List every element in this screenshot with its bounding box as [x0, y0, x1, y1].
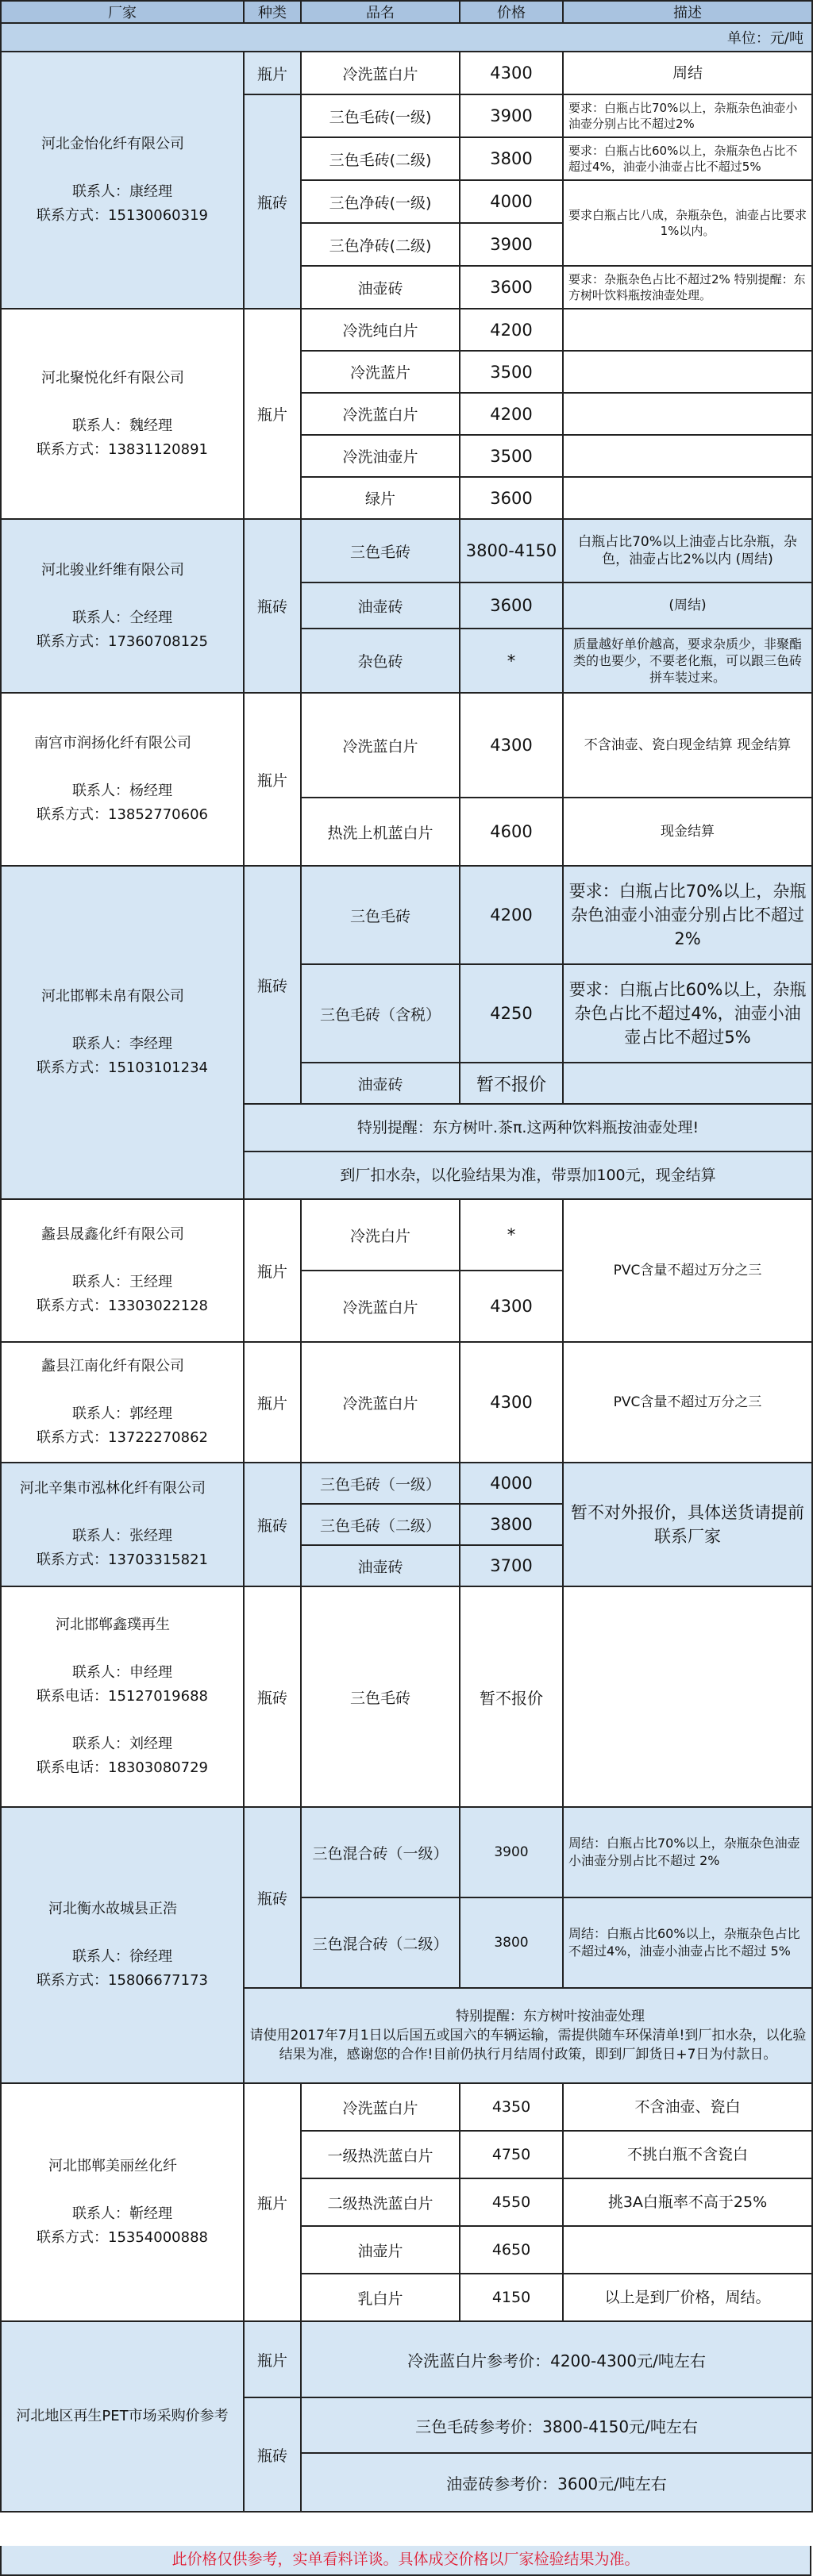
- table-row: [1, 52, 812, 94]
- product-desc: 挑3A白瓶率不高于25%: [563, 2178, 812, 2226]
- table-row: [1, 1586, 812, 1807]
- kind-cell: 瓶片: [244, 1199, 301, 1342]
- contact-phone: 联系方式：13831120891: [37, 440, 208, 458]
- special-note: 特别提醒：东方树叶.茶π.这两种饮料瓶按油壶处理!: [244, 1104, 812, 1152]
- product-name: 冷洗蓝白片: [301, 2083, 460, 2131]
- unit-row: [1, 23, 812, 52]
- product-name: 一级热洗蓝白片: [301, 2131, 460, 2178]
- contact-phone: 联系方式：17360708125: [37, 632, 208, 650]
- product-name: 绿片: [301, 477, 460, 519]
- price-value: 3600: [460, 266, 563, 309]
- product-name: 二级热洗蓝白片: [301, 2178, 460, 2226]
- product-desc: [563, 2226, 812, 2274]
- settlement-note: 到厂扣水杂，以化验结果为准，带票加100元，现金结算: [244, 1152, 812, 1199]
- table-row: [1, 309, 812, 351]
- contact-person: 联系人：王经理: [72, 1274, 172, 1290]
- product-name: 冷洗白片: [301, 1199, 460, 1271]
- company-name: 河北邯郸鑫璞再生: [56, 1617, 170, 1633]
- product-desc: 现金结算: [563, 798, 812, 866]
- product-name: 冷洗蓝白片: [301, 1271, 460, 1342]
- company-cell: [1, 866, 244, 1199]
- contact-phone: 联系电话：15127019688: [37, 1688, 208, 1705]
- product-desc: 周结：白瓶占比60%以上，杂瓶杂色占比不超过4%，油壶小油壶占比不超过 5%: [563, 1897, 812, 1988]
- price-value: 4150: [460, 2274, 563, 2321]
- price-value: 4200: [460, 866, 563, 964]
- company-name: 河北衡水故城县正浩: [48, 1901, 177, 1917]
- product-name: 三色毛砖（一级）: [301, 1463, 460, 1504]
- product-name: 三色毛砖（含税）: [301, 964, 460, 1063]
- product-desc: [563, 393, 812, 435]
- kind-cell: 瓶片: [244, 1342, 301, 1463]
- product-name: 油壶砖: [301, 1545, 460, 1586]
- product-name: 三色毛砖: [301, 1586, 460, 1807]
- price-value: 3800: [460, 137, 563, 180]
- product-desc: PVC含量不超过万分之三: [563, 1342, 812, 1463]
- product-desc: (周结): [563, 582, 812, 629]
- company-cell: [1, 1199, 244, 1342]
- price-value: 4350: [460, 2083, 563, 2131]
- special-note: [244, 1988, 812, 2083]
- kind-cell: 瓶片: [244, 2321, 301, 2397]
- product-name: 油壶砖: [301, 266, 460, 309]
- product-name: 三色混合砖（二级）: [301, 1897, 460, 1988]
- contact-person: 联系人：康经理: [72, 183, 172, 200]
- company-cell: [1, 2083, 244, 2321]
- price-value: 4300: [460, 1342, 563, 1463]
- table-row: [1, 866, 812, 964]
- product-desc: [563, 477, 812, 519]
- contact-phone: 联系方式：15806677173: [37, 1972, 208, 1989]
- transport-note: 请使用2017年7月1日以后国五或国六的车辆运输，需提供随车环保清单!到厂扣水杂，以化验结果为准，感谢您的合作!目前仍执行月结周付政策，即到厂卸货日+7日为付款日。: [249, 2028, 807, 2063]
- contact-phone: 联系方式：15103101234: [37, 1059, 208, 1076]
- price-value: 4200: [460, 309, 563, 351]
- company-cell: [1, 693, 244, 866]
- header-row: [1, 1, 812, 23]
- product-name: 三色毛砖（二级）: [301, 1504, 460, 1545]
- kind-cell: 瓶砖: [244, 1586, 301, 1807]
- price-value: 3600: [460, 582, 563, 629]
- contact-phone: 联系方式：13722270862: [37, 1429, 208, 1446]
- product-name: 热洗上机蓝白片: [301, 798, 460, 866]
- price-value: 4000: [460, 180, 563, 223]
- contact-phone: 联系方式：13703315821: [37, 1551, 208, 1568]
- table-row: [1, 2083, 812, 2131]
- contact-person: 联系人：申经理: [72, 1664, 172, 1681]
- header-price: 价格: [460, 1, 563, 23]
- kind-cell: 瓶砖: [244, 2397, 301, 2512]
- product-desc: 要求：杂瓶杂色占比不超过2% 特别提醒：东方树叶饮料瓶按油壶处理。: [563, 266, 812, 309]
- price-value: 3800: [460, 1504, 563, 1545]
- product-desc: 不挑白瓶不含瓷白: [563, 2131, 812, 2178]
- product-name: 三色净砖(二级): [301, 223, 460, 266]
- price-value: 4300: [460, 52, 563, 94]
- product-desc: [563, 309, 812, 351]
- product-desc: 暂不对外报价，具体送货请提前联系厂家: [563, 1463, 812, 1586]
- product-name: 油壶片: [301, 2226, 460, 2274]
- kind-cell: 瓶砖: [244, 519, 301, 693]
- contact-person: 联系人：徐经理: [72, 1948, 172, 1965]
- price-value: 3600: [460, 477, 563, 519]
- product-name: 三色净砖(一级): [301, 180, 460, 223]
- kind-cell: 瓶片: [244, 693, 301, 866]
- table-row: [1, 519, 812, 582]
- price-value: 4200: [460, 393, 563, 435]
- product-name: 冷洗蓝白片: [301, 1342, 460, 1463]
- product-name: 冷洗油壶片: [301, 435, 460, 477]
- product-desc: 要求白瓶占比八成，杂瓶杂色，油壶占比要求1%以内。: [563, 180, 812, 266]
- company-name: 南宫市润扬化纤有限公司: [34, 735, 191, 752]
- product-desc: PVC含量不超过万分之三: [563, 1199, 812, 1342]
- kind-cell: 瓶片: [244, 52, 301, 94]
- table-row: [1, 693, 812, 798]
- product-name: 冷洗蓝白片: [301, 393, 460, 435]
- contact-person: 联系人：魏经理: [72, 417, 172, 434]
- header-kind: 种类: [244, 1, 301, 23]
- contact-person: 联系人：靳经理: [72, 2205, 172, 2222]
- price-value: 4300: [460, 693, 563, 798]
- company-name: 河北辛集市泓林化纤有限公司: [20, 1480, 206, 1497]
- price-value: *: [460, 629, 563, 693]
- price-value: 4600: [460, 798, 563, 866]
- kind-cell: 瓶砖: [244, 1463, 301, 1586]
- disclaimer: 此价格仅供参考，实单看料详谈。具体成交价格以厂家检验结果为准。: [0, 2546, 811, 2576]
- reference-price: 油壶砖参考价：3600元/吨左右: [301, 2453, 812, 2512]
- product-desc: 要求：白瓶占比60%以上，杂瓶杂色占比不超过4%，油壶小油壶占比不超过5%: [563, 137, 812, 180]
- product-desc: 要求：白瓶占比70%以上，杂瓶杂色油壶小油壶分别占比不超过2%: [563, 866, 812, 964]
- table-row: [1, 1199, 812, 1271]
- product-name: 乳白片: [301, 2274, 460, 2321]
- product-desc: 不含油壶、瓷白现金结算 现金结算: [563, 693, 812, 798]
- company-cell: [1, 1586, 244, 1807]
- company-cell: [1, 1342, 244, 1463]
- table-row: [1, 1342, 812, 1463]
- kind-cell: 瓶砖: [244, 1807, 301, 1988]
- table-row: [1, 1807, 812, 1897]
- product-name: 冷洗蓝片: [301, 351, 460, 393]
- product-name: 油壶砖: [301, 1063, 460, 1104]
- product-desc: 质量越好单价越高，要求杂质少，非聚酯类的也要少，不要老化瓶，可以跟三色砖拼车装过来。: [563, 629, 812, 693]
- product-name: 冷洗蓝白片: [301, 52, 460, 94]
- company-cell: [1, 309, 244, 519]
- price-value: 4650: [460, 2226, 563, 2274]
- product-name: 三色毛砖(一级): [301, 94, 460, 137]
- product-desc: [563, 351, 812, 393]
- contact-person: 联系人：杨经理: [72, 782, 172, 799]
- reference-price: 三色毛砖参考价：3800-4150元/吨左右: [301, 2397, 812, 2453]
- company-name: 蠡县江南化纤有限公司: [41, 1358, 184, 1375]
- kind-cell: 瓶砖: [244, 866, 301, 1104]
- price-value: 4250: [460, 964, 563, 1063]
- price-value: 3700: [460, 1545, 563, 1586]
- product-desc: [563, 1586, 812, 1807]
- kind-cell: 瓶砖: [244, 94, 301, 309]
- price-value: 暂不报价: [460, 1063, 563, 1104]
- company-name: 河北金怡化纤有限公司: [41, 136, 184, 152]
- table-row: [1, 1463, 812, 1504]
- unit-label: 单位：元/吨: [1, 23, 812, 52]
- product-desc: 白瓶占比70%以上油壶占比杂瓶，杂色，油壶占比2%以内 (周结): [563, 519, 812, 582]
- product-name: 油壶砖: [301, 582, 460, 629]
- price-value: 3900: [460, 1807, 563, 1897]
- contact-phone: 联系电话：18303080729: [37, 1759, 208, 1776]
- product-desc: [563, 435, 812, 477]
- contact-phone: 联系方式：13303022128: [37, 1298, 208, 1314]
- contact-person: 联系人：张经理: [72, 1528, 172, 1544]
- product-name: 冷洗蓝白片: [301, 693, 460, 798]
- price-value: 4750: [460, 2131, 563, 2178]
- contact-person: 联系人：仝经理: [72, 609, 172, 626]
- product-desc: 周结: [563, 52, 812, 94]
- reference-title: 河北地区再生PET市场采购价参考: [1, 2321, 244, 2512]
- company-name: 河北聚悦化纤有限公司: [41, 369, 184, 386]
- product-desc: 周结：白瓶占比70%以上，杂瓶杂色油壶小油壶分别占比不超过 2%: [563, 1807, 812, 1897]
- company-name: 蠡县晟鑫化纤有限公司: [41, 1226, 184, 1243]
- company-name: 河北骏业纤维有限公司: [41, 561, 184, 579]
- price-value: *: [460, 1199, 563, 1271]
- product-name: 三色毛砖: [301, 866, 460, 964]
- product-name: 三色混合砖（一级）: [301, 1807, 460, 1897]
- price-value: 4550: [460, 2178, 563, 2226]
- company-cell: [1, 1463, 244, 1586]
- product-name: 三色毛砖: [301, 519, 460, 582]
- price-value: 3900: [460, 94, 563, 137]
- product-desc: 不含油壶、瓷白: [563, 2083, 812, 2131]
- table-row: [1, 2321, 812, 2397]
- product-desc: [563, 1063, 812, 1104]
- contact-person: 联系人：郭经理: [72, 1405, 172, 1422]
- price-value: 暂不报价: [460, 1586, 563, 1807]
- price-value: 3900: [460, 223, 563, 266]
- price-value: 3500: [460, 435, 563, 477]
- product-desc: 以上是到厂价格，周结。: [563, 2274, 812, 2321]
- company-name: 河北邯郸美丽丝化纤: [48, 2158, 177, 2174]
- reference-price: 冷洗蓝白片参考价：4200-4300元/吨左右: [301, 2321, 812, 2397]
- price-value: 4300: [460, 1271, 563, 1342]
- special-note-title: 特别提醒：东方树叶按油壶处理: [456, 2009, 645, 2024]
- price-value: 3800-4150: [460, 519, 563, 582]
- contact-phone: 联系方式：15354000888: [37, 2229, 208, 2246]
- product-desc: 要求：白瓶占比70%以上，杂瓶杂色油壶小油壶分别占比不超过2%: [563, 94, 812, 137]
- product-name: 冷洗纯白片: [301, 309, 460, 351]
- contact-person: 联系人：李经理: [72, 1036, 172, 1052]
- company-name: 河北邯郸未帛有限公司: [41, 988, 184, 1005]
- price-value: 3800: [460, 1897, 563, 1988]
- price-value: 3500: [460, 351, 563, 393]
- header-desc: 描述: [563, 1, 812, 23]
- header-product: 品名: [301, 1, 460, 23]
- header-company: 厂家: [1, 1, 244, 23]
- kind-cell: 瓶片: [244, 309, 301, 519]
- company-cell: [1, 519, 244, 693]
- product-name: 三色毛砖(二级): [301, 137, 460, 180]
- product-desc: 要求：白瓶占比60%以上，杂瓶杂色占比不超过4%，油壶小油壶占比不超过5%: [563, 964, 812, 1063]
- price-value: 4000: [460, 1463, 563, 1504]
- company-cell: [1, 52, 244, 309]
- contact-phone: 联系方式：13852770606: [37, 806, 208, 823]
- kind-cell: 瓶片: [244, 2083, 301, 2321]
- contact-person: 联系人：刘经理: [72, 1736, 172, 1752]
- company-cell: [1, 1807, 244, 2083]
- product-name: 杂色砖: [301, 629, 460, 693]
- contact-phone: 联系方式：15130060319: [37, 207, 208, 224]
